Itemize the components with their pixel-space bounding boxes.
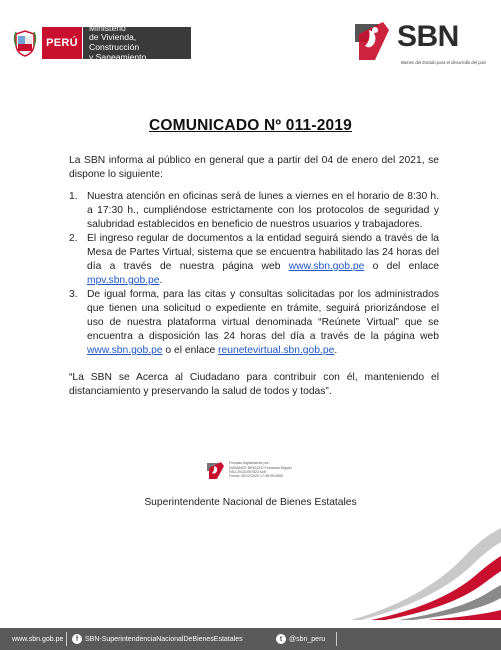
list-item-text: De igual forma, para las citas y consultas solicitadas por los administrados que tienen una solicitud o expediente en trámite, seguirá priorizándose el uso de nuestra plataforma virtual denominada “Reúnete Virtual” que se encuentra a disposición las 24 horas del día a través de la página web (87, 289, 439, 342)
list-item (69, 288, 439, 358)
ministry-line: y Saneamiento (89, 51, 147, 62)
coat-of-arms-icon (12, 28, 38, 58)
footer-divider (336, 632, 337, 646)
footer-facebook-text: SBN-SuperintendenciaNacionalDeBienesEstatales (85, 635, 243, 643)
footer-twitter-text: @sbn_peru (289, 635, 326, 643)
footer-facebook[interactable] (72, 628, 243, 650)
reunete-virtual-link[interactable]: reunetevirtual.sbn.gob.pe (218, 345, 335, 356)
footer-bar (0, 628, 501, 650)
signature-line: Fecha: 30/12/2020 17:38:05-0500 (229, 474, 284, 479)
list-number: 2. (69, 233, 78, 244)
footer-twitter[interactable] (276, 628, 325, 650)
intro-paragraph: La SBN informa al público en general que a partir del 04 de enero del 2021, se dispone lo siguiente: (69, 155, 439, 180)
ministry-name (83, 22, 191, 62)
footer-divider (66, 632, 67, 646)
document-title: COMUNICADO Nº 011-2019 (148, 117, 352, 134)
sbn-website-link[interactable]: www.sbn.gob.pe (288, 261, 365, 272)
sbn-logo-text: SBN (397, 20, 459, 53)
list-item-text: El ingreso regular de documentos a la entidad seguirá siendo a través de la Mesa de Partes Virtual, sistema que se encuentra habilitado las 24 horas del día a través de nuestra página web (87, 233, 439, 272)
ministry-line: de Vivienda, Construcción (89, 32, 140, 52)
mpv-link[interactable]: mpv.sbn.gob.pe (87, 275, 160, 286)
numbered-list (69, 190, 439, 358)
ministry-line: Ministerio (89, 22, 126, 33)
list-item-text: . (334, 345, 338, 356)
list-item-text: o el enlace (162, 345, 219, 356)
signature-line: FAU 20131057823 soft (229, 470, 266, 474)
sbn-website-link[interactable]: www.sbn.gob.pe (87, 345, 163, 356)
sbn-signature-emblem-icon (206, 460, 226, 480)
sbn-tagline: Bienes del Estado para el desarrollo del país (401, 60, 487, 65)
list-item (69, 190, 439, 232)
sbn-logo (353, 18, 487, 70)
footer-website[interactable] (12, 628, 63, 650)
list-number: 3. (69, 289, 78, 300)
list-item (69, 232, 439, 288)
twitter-icon: t (276, 634, 286, 644)
signature-details (229, 461, 292, 479)
signature-line: Firmado digitalmente por: (229, 461, 270, 466)
sbn-emblem-icon (353, 20, 393, 62)
footer-website-text: www.sbn.gob.pe (12, 635, 64, 643)
list-item-text: Nuestra atención en oficinas será de lunes a viernes en el horario de 8:30 h. a 17:30 h., cumpliéndose estrictamente con los protocolos de seguridad y salubridad establecidos en beneficio de nuestros usuarios y trabajadores. (87, 191, 439, 230)
decorative-waves (351, 520, 501, 620)
government-logo (12, 24, 191, 62)
signatory-title: Superintendente Nacional de Bienes Estatales (144, 497, 357, 508)
digital-signature (206, 458, 316, 482)
signature-line: DUBANCE BRIOZZO Fernando Miguel (229, 465, 292, 470)
facebook-icon: f (72, 634, 82, 644)
list-number: 1. (69, 191, 78, 202)
list-item-text: o del enlace (364, 261, 439, 272)
list-item-text: . (159, 275, 163, 286)
closing-quote: “La SBN se Acerca al Ciudadano para contribuir con él, manteniendo el distanciamiento y preservando la salud de todos y todas”. (69, 372, 439, 397)
peru-badge: PERÚ (42, 27, 82, 59)
